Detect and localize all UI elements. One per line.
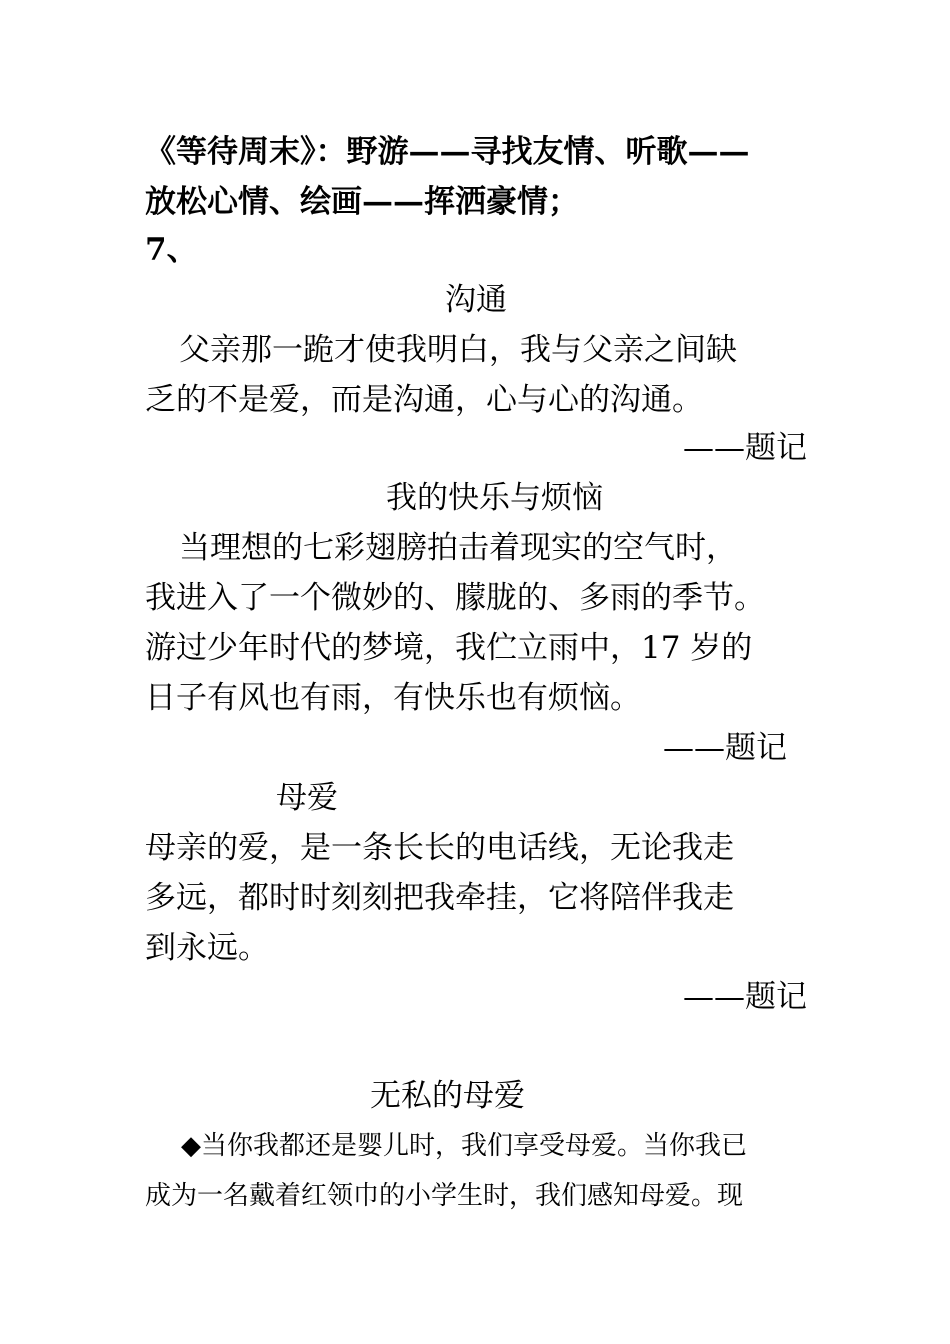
intro-line-2: 放松心情、绘画——挥洒豪情； bbox=[145, 184, 579, 220]
essay-title-wusi-muai: 无私的母爱 bbox=[370, 1078, 525, 1114]
essay-kuaile-signature: ——题记 bbox=[663, 730, 787, 766]
essay-kuaile-line-3: 游过少年时代的梦境，我伫立雨中，17 岁的 bbox=[145, 630, 753, 666]
essay-muai-signature: ——题记 bbox=[683, 979, 807, 1015]
essay-wusi-line-2: 成为一名戴着红领巾的小学生时，我们感知母爱。现 bbox=[145, 1181, 744, 1211]
essay-kuaile-line-4: 日子有风也有雨，有快乐也有烦恼。 bbox=[145, 680, 641, 716]
essay-kuaile-line-2: 我进入了一个微妙的、朦胧的、多雨的季节。 bbox=[145, 580, 765, 616]
intro-line-1: 《等待周末》：野游——寻找友情、听歌—— bbox=[145, 134, 750, 170]
essay-title-muai: 母爱 bbox=[276, 780, 338, 816]
essay-goutong-line-2: 乏的不是爱，而是沟通，心与心的沟通。 bbox=[145, 382, 703, 418]
essay-title-kuaile: 我的快乐与烦恼 bbox=[386, 480, 603, 516]
item-number: 7、 bbox=[145, 232, 198, 268]
essay-kuaile-line-1: 当理想的七彩翅膀拍击着现实的空气时， bbox=[179, 530, 737, 566]
essay-wusi-line-1: ◆当你我都还是婴儿时，我们享受母爱。当你我已 bbox=[181, 1131, 747, 1161]
essay-goutong-signature: ——题记 bbox=[683, 430, 807, 466]
essay-muai-line-2: 多远，都时时刻刻把我牵挂，它将陪伴我走 bbox=[145, 880, 734, 916]
essay-title-goutong: 沟通 bbox=[445, 282, 507, 318]
essay-muai-line-1: 母亲的爱，是一条长长的电话线，无论我走 bbox=[145, 830, 734, 866]
essay-goutong-line-1: 父亲那一跪才使我明白，我与父亲之间缺 bbox=[179, 332, 737, 368]
essay-muai-line-3: 到永远。 bbox=[145, 930, 269, 966]
